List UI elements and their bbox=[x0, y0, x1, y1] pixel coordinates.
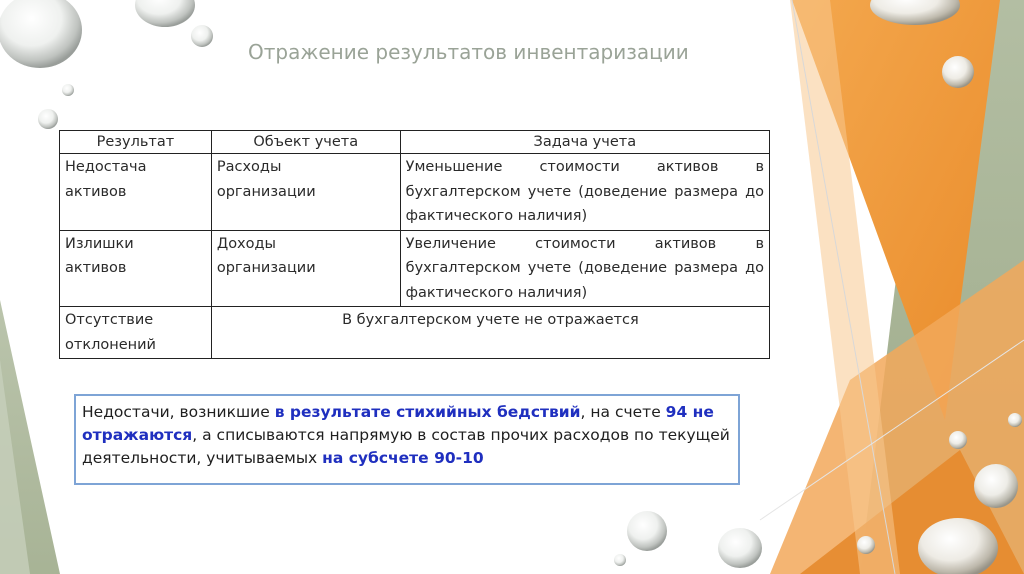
note-highlight-disasters: в результате стихийных бедствий bbox=[274, 403, 581, 421]
cell-result bbox=[60, 154, 212, 231]
cell-merged-task: В бухгалтерском учете не отражается bbox=[211, 307, 769, 359]
cell-result bbox=[60, 307, 212, 359]
cell-object bbox=[211, 230, 400, 307]
result-line: Отсутствие bbox=[65, 312, 154, 328]
table-row bbox=[60, 230, 770, 307]
note-highlight-subaccount: на субсчете 90-10 bbox=[322, 449, 484, 467]
header-result: Результат bbox=[60, 131, 212, 154]
slide-title: Отражение результатов инвентаризации bbox=[248, 40, 689, 64]
inventory-results-table bbox=[59, 130, 770, 359]
cell-task: Уменьшение стоимости активов в бухгалтерском учете (доведение размера до фактического наличия) bbox=[400, 154, 769, 231]
note-text: Недостачи, возникшие bbox=[82, 403, 275, 421]
object-line: организации bbox=[216, 260, 316, 276]
header-object: Объект учета bbox=[211, 131, 400, 154]
cell-result bbox=[60, 230, 212, 307]
result-line: активов bbox=[65, 260, 127, 276]
result-line: отклонений bbox=[65, 336, 156, 353]
table-header-row bbox=[60, 131, 770, 154]
note-highlight-account-94: 94 не отражаются bbox=[82, 403, 714, 444]
result-line: Недостача bbox=[65, 159, 147, 175]
header-task: Задача учета bbox=[400, 131, 769, 154]
object-line: Доходы bbox=[216, 235, 276, 252]
object-line: Расходы bbox=[216, 159, 282, 175]
object-line: организации bbox=[216, 183, 316, 200]
table-row bbox=[60, 307, 770, 359]
note-text: , на счете bbox=[580, 403, 666, 421]
table-row bbox=[60, 154, 770, 231]
result-line: активов bbox=[65, 183, 127, 200]
note-text: , а списываются напрямую в состав прочих расходов по текущей деятельности, учитываемых bbox=[82, 426, 730, 467]
result-line: Излишки bbox=[65, 235, 134, 252]
cell-task: Увеличение стоимости активов в бухгалтерском учете (доведение размера до фактического наличия) bbox=[400, 230, 769, 307]
cell-object bbox=[211, 154, 400, 231]
note-box bbox=[74, 394, 740, 485]
